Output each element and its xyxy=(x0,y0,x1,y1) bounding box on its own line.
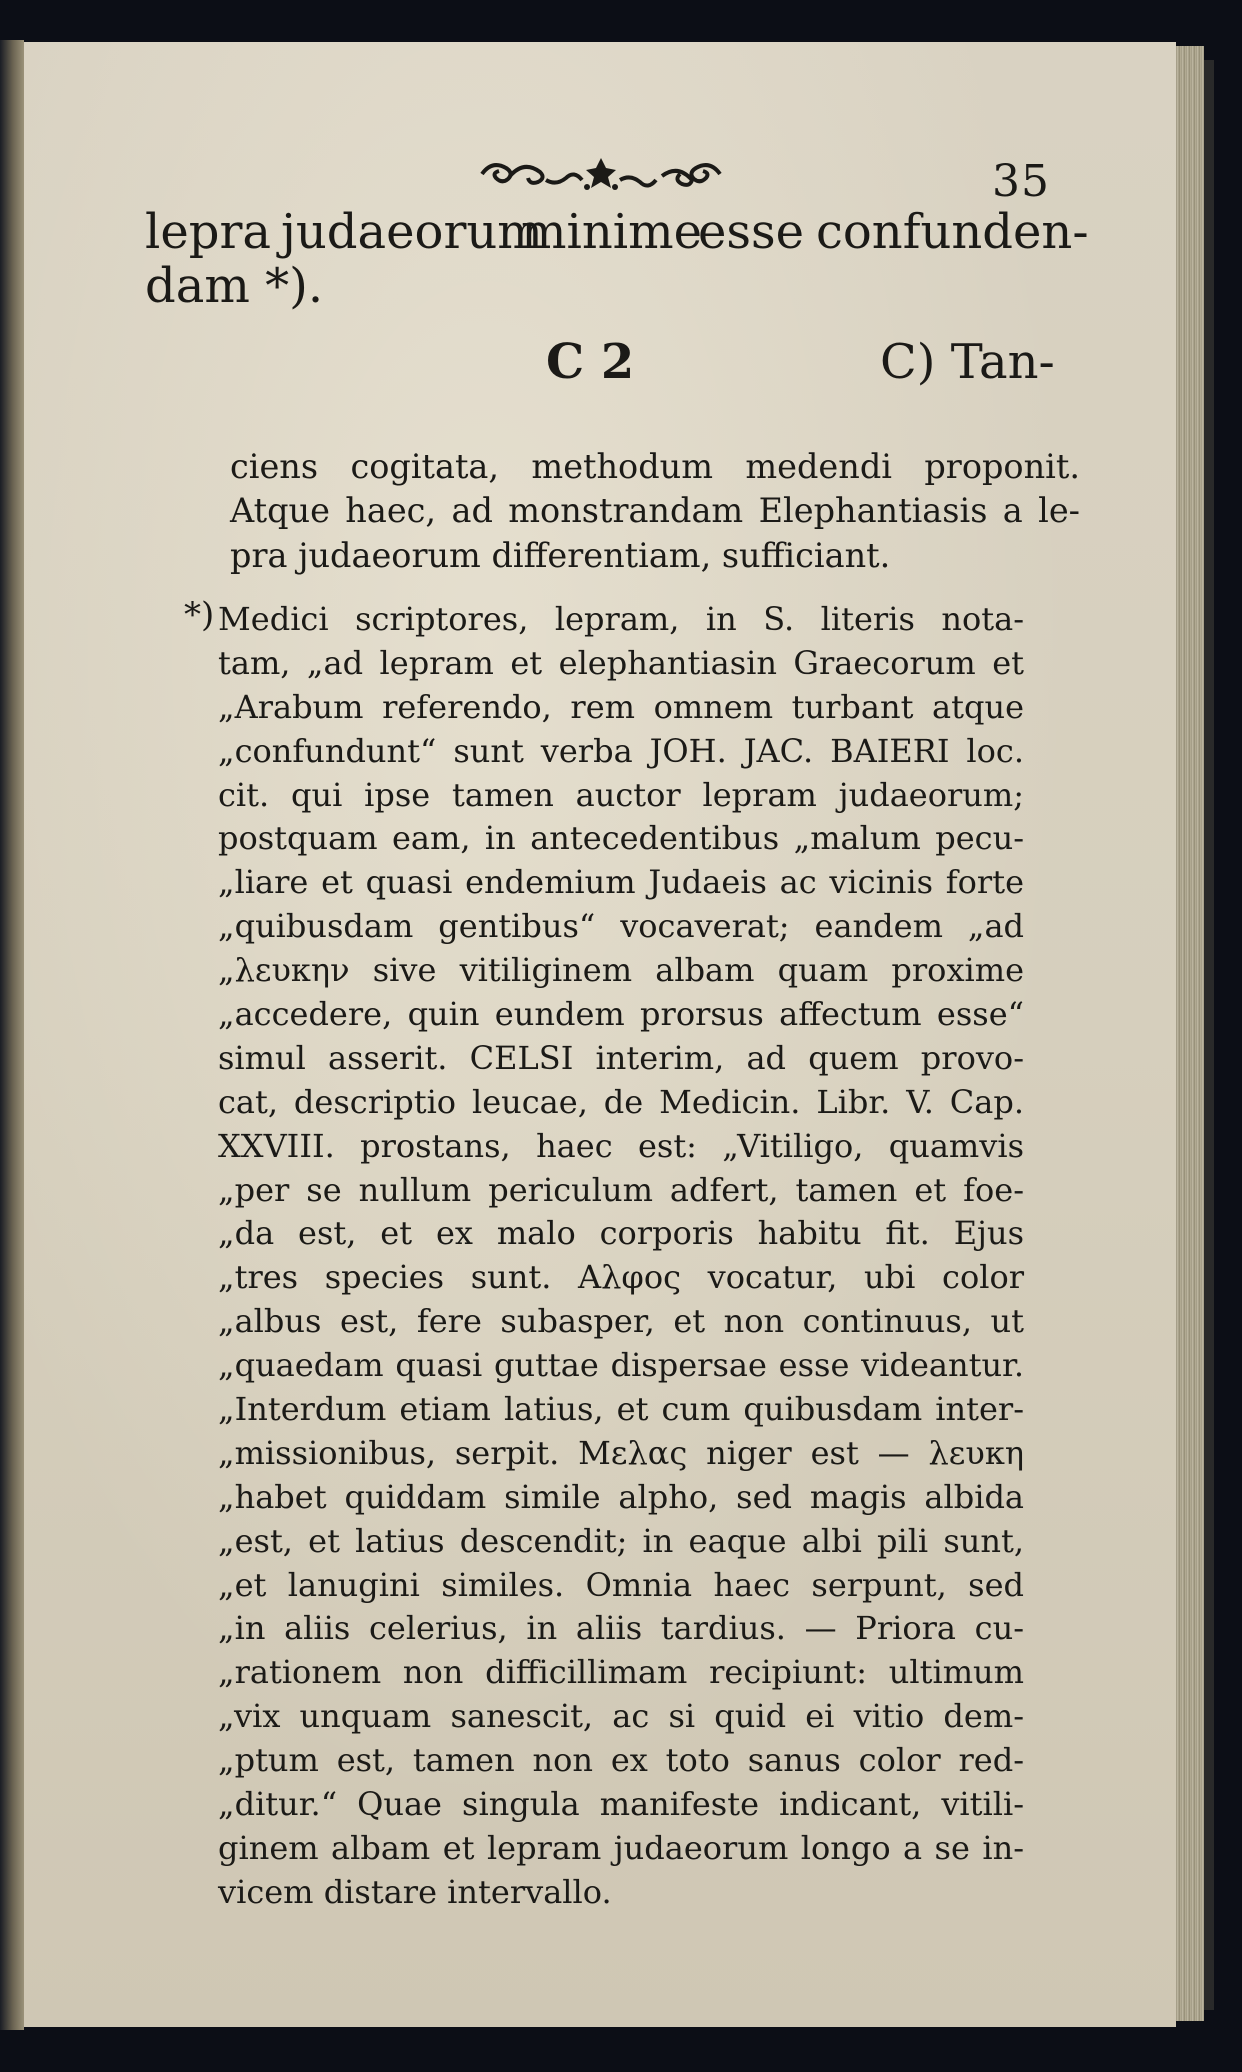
footnote xyxy=(218,598,1024,1915)
book-page xyxy=(24,42,1176,2027)
footnote-line: simul asserit. CELSI interim, ad quem provo- xyxy=(218,1038,1024,1077)
continuation-line-2: dam *). xyxy=(145,258,324,314)
footnote-line: „et lanugini similes. Omnia haec serpunt, sed xyxy=(218,1565,1024,1604)
word: minime xyxy=(521,204,703,260)
word: esse xyxy=(698,204,805,260)
main-paragraph xyxy=(230,445,1080,578)
page-shadow xyxy=(1204,60,1214,2010)
footnote-line: tam, „ad lepram et elephantiasin Graecorum et xyxy=(218,643,1024,682)
footnote-line: ginem albam et lepram judaeorum longo a se in- xyxy=(218,1828,1024,1867)
footnote-line: „λευκην sive vitiliginem albam quam proxime xyxy=(218,951,1024,990)
footnote-line: postquam eam, in antecedentibus „malum pecu- xyxy=(218,819,1024,858)
footnote-line: „rationem non difficillimam recipiunt: ultimum xyxy=(218,1653,1024,1692)
page-block-edge xyxy=(1176,46,1204,2021)
footnote-line: „quibusdam gentibus“ vocaverat; eandem „ad xyxy=(218,907,1024,946)
footnote-line: „accedere, quin eundem prorsus affectum esse“ xyxy=(218,995,1024,1034)
footnote-line: „in aliis celerius, in aliis tardius. — Priora cu- xyxy=(218,1609,1024,1648)
text-line: Atque haec, ad monstrandam Elephantiasis a le- xyxy=(230,491,1080,531)
footnote-line: „ptum est, tamen non ex toto sanus color red- xyxy=(218,1741,1024,1780)
footnote-line: „liare et quasi endemium Judaeis ac vicinis forte xyxy=(218,863,1024,902)
footnote-line: „tres species sunt. Αλφος vocatur, ubi color xyxy=(218,1258,1024,1297)
signature-mark: C 2 xyxy=(546,334,635,390)
footnote-line: „confundunt“ sunt verba JOH. JAC. BAIERI loc. xyxy=(218,731,1024,770)
facing-page-edge xyxy=(0,40,24,2030)
footnote-line: „albus est, fere subasper, et non continuus, ut xyxy=(218,1302,1024,1341)
footnote-line: „est, et latius descendit; in eaque albi pili sunt, xyxy=(218,1521,1024,1560)
footnote-line: Medici scriptores, lepram, in S. literis nota- xyxy=(218,600,1024,638)
footnote-line: „ditur.“ Quae singula manifeste indicant, vitili- xyxy=(218,1785,1024,1824)
text-line: ciens cogitata, methodum medendi proponit. xyxy=(230,447,1080,486)
footnote-line: „Interdum etiam latius, et cum quibusdam inter- xyxy=(218,1390,1024,1429)
footnote-line: „per se nullum periculum adfert, tamen et foe- xyxy=(218,1170,1024,1209)
footnote-line: cat, descriptio leucae, de Medicin. Libr. V. Cap. xyxy=(218,1082,1024,1121)
text-line: pra judaeorum differentiam, sufficiant. xyxy=(230,535,891,575)
page-number: 35 xyxy=(992,156,1050,207)
footnote-line: cit. qui ipse tamen auctor lepram judaeorum; xyxy=(218,775,1024,814)
word: confunden- xyxy=(816,204,1089,260)
footnote-line: „vix unquam sanescit, ac si quid ei vitio dem- xyxy=(218,1697,1024,1736)
catchword: C) Tan- xyxy=(880,334,1055,390)
footnote-line: vicem distare intervallo. xyxy=(218,1872,612,1911)
footnote-line: „habet quiddam simile alpho, sed magis albida xyxy=(218,1477,1024,1516)
footnote-marker: *) xyxy=(184,595,215,635)
word: lepra xyxy=(145,204,272,260)
footnote-line: „Arabum referendo, rem omnem turbant atque xyxy=(218,687,1024,726)
footnote-line: „da est, et ex malo corporis habitu fit. Ejus xyxy=(218,1214,1024,1253)
footnote-line: „quaedam quasi guttae dispersae esse videantur. xyxy=(218,1346,1024,1385)
printers-ornament xyxy=(476,154,726,194)
footnote-line: „missionibus, serpit. Μελας niger est — λευκη xyxy=(218,1433,1024,1472)
footnote-line: XXVIII. prostans, haec est: „Vitiligo, quamvis xyxy=(218,1126,1024,1165)
word: judaeorum xyxy=(281,204,543,260)
